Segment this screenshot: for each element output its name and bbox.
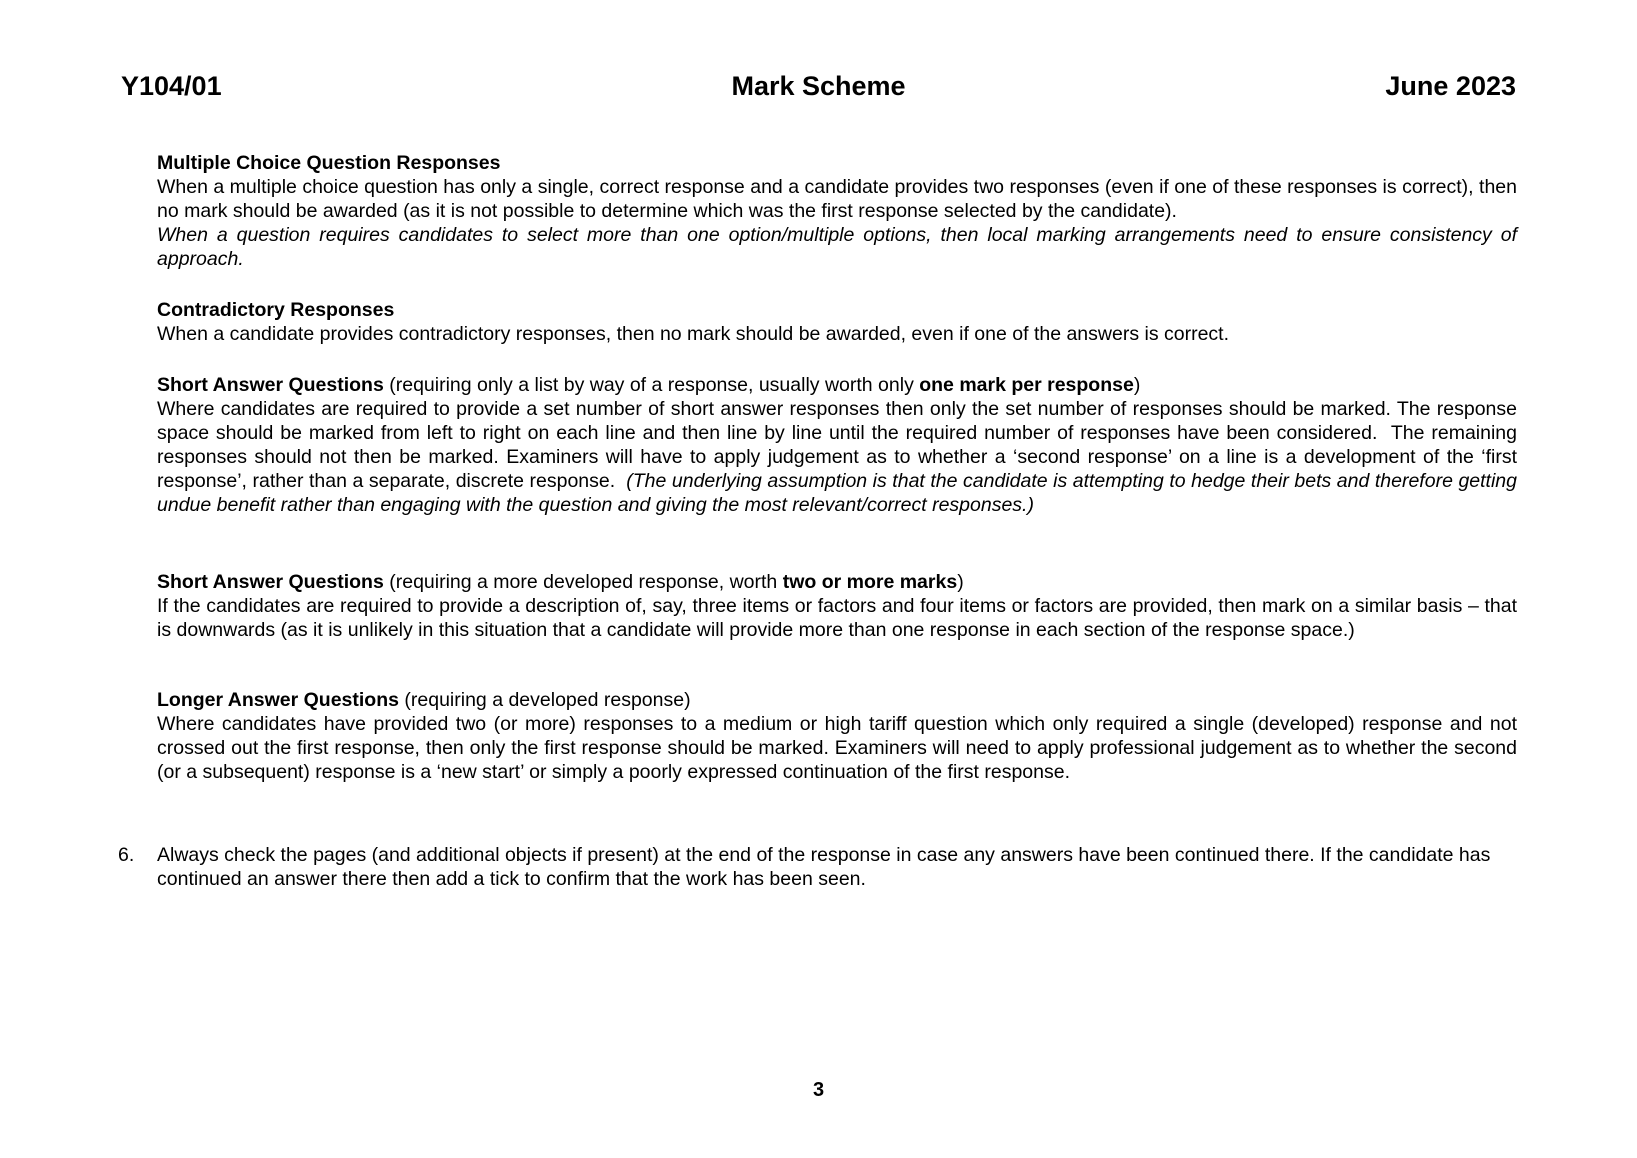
paragraph: When a multiple choice question has only a single, correct response and a candidate provides two responses (even if one of these responses is correct), then no mark should be awarded (as it is not possible to determine which was the first response selected by the candidate). bbox=[157, 176, 1523, 222]
paragraph: When a candidate provides contradictory responses, then no mark should be awarded, even if one of the answers is correct. bbox=[157, 323, 1230, 345]
heading-regular: ) bbox=[1133, 374, 1141, 396]
heading-bold: one mark per response bbox=[919, 374, 1134, 396]
page-header bbox=[0, 70, 1637, 102]
heading-bold: Longer Answer Questions bbox=[157, 689, 399, 711]
page-number: 3 bbox=[812, 1079, 825, 1101]
list-item-number: 6. bbox=[118, 844, 135, 866]
heading-bold: two or more marks bbox=[782, 571, 958, 593]
section-short-answer-list bbox=[157, 373, 1523, 517]
paragraph bbox=[157, 397, 1523, 517]
paragraph: Where candidates have provided two (or more) responses to a medium or high tariff question which only required a single (developed) response and not crossed out the first response, then only the first response should be marked. Examiners will need to apply professional judgement as to whether the second (or a subsequent) response is a ‘new start’ or simply a poorly expressed continuation of the first response. bbox=[157, 713, 1523, 783]
heading-regular: ) bbox=[957, 571, 964, 593]
heading-regular: (requiring a more developed response, worth bbox=[383, 571, 783, 593]
list-item-6 bbox=[118, 843, 1517, 891]
heading-bold: Short Answer Questions bbox=[157, 571, 384, 593]
section-heading bbox=[157, 373, 1517, 397]
paragraph: Always check the pages (and additional objects if present) at the end of the response in case any answers have been continued there. If the candidate has continued an answer there then add a tick to confirm that the work has been seen. bbox=[157, 844, 1496, 890]
section-short-answer-developed bbox=[157, 570, 1523, 642]
section-heading: Multiple Choice Question Responses bbox=[157, 152, 501, 174]
section-multiple-choice bbox=[157, 151, 1523, 271]
heading-regular: (requiring only a list by way of a response, usually worth only bbox=[383, 374, 920, 396]
heading-regular: (requiring a developed response) bbox=[398, 689, 691, 711]
section-heading bbox=[157, 688, 1517, 712]
session-date: June 2023 bbox=[1385, 71, 1516, 101]
paragraph: If the candidates are required to provide a description of, say, three items or factors and four items or factors are provided, then mark on a similar basis – that is downwards (as it is unlikely in this situation that a candidate will provide more than one response in each section of the response space.) bbox=[157, 595, 1523, 641]
section-heading bbox=[157, 570, 1517, 594]
section-heading: Contradictory Responses bbox=[157, 299, 395, 321]
heading-bold: Short Answer Questions bbox=[157, 374, 384, 396]
paragraph-regular: Where candidates are required to provide a set number of short answer responses then only the set number of responses should be marked. The response space should be marked from left to right on each line and then line by line until the required number of responses have been considered. The remaining responses should not then be marked. Examiners will have to apply judgement as to whether a ‘second response’ on a line is a development of the ‘first response’, rather than a separate, discrete response. bbox=[157, 398, 1523, 492]
paragraph-italic: (The underlying assumption is that the candidate is attempting to hedge their bets and therefore getting undue benefit rather than engaging with the question and giving the most relevant/correct responses.) bbox=[157, 470, 1523, 516]
paragraph-italic: When a question requires candidates to select more than one option/multiple options, then local marking arrangements need to ensure consistency of approach. bbox=[157, 224, 1523, 270]
section-contradictory bbox=[157, 298, 1517, 346]
paper-code: Y104/01 bbox=[121, 71, 222, 101]
section-longer-answer bbox=[157, 688, 1523, 784]
document-title: Mark Scheme bbox=[731, 71, 906, 101]
